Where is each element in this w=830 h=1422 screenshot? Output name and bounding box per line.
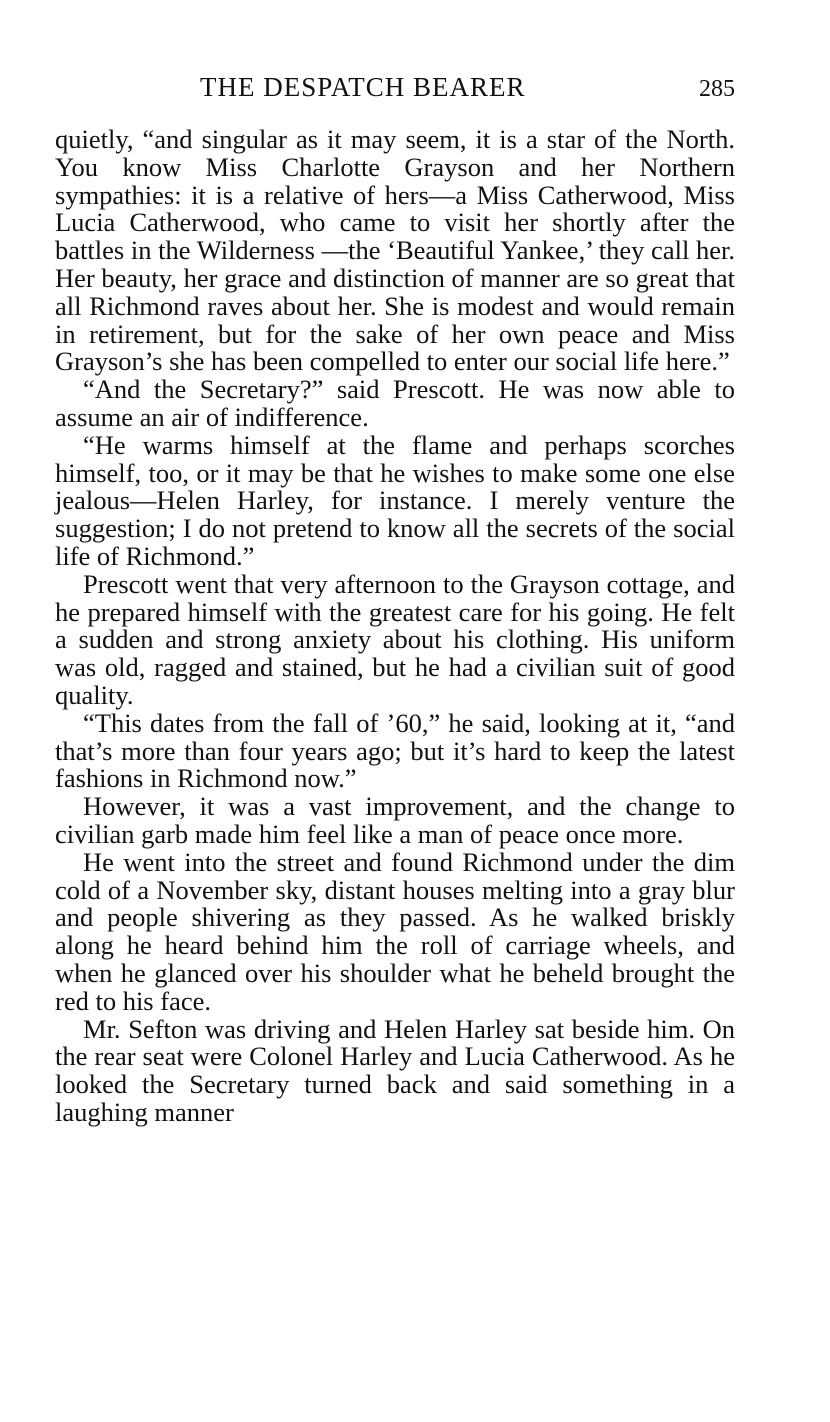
paragraph-5: “This dates from the fall of ’60,” he said, looking at it, “and that’s more than four years ago; but it’s hard to keep the latest fashions in Richmond now.” (55, 707, 735, 794)
paragraph-2: “And the Secretary?” said Prescott. He was now able to assume an air of indifference. (55, 374, 735, 432)
running-title: THE DESPATCH BEARER (200, 72, 526, 102)
page-number: 285 (699, 76, 735, 102)
paragraph-3: “He warms himself at the flame and perhaps scorches himself, too, or it may be that he wishes to make some one else jealous—Helen Harley, for instance. I merely venture the suggestion; I do not pretend to know all the secrets of the social life of Richmond.” (55, 429, 735, 571)
body-text (55, 126, 735, 1127)
paragraph-7: He went into the street and found Richmond under the dim cold of a November sky, distant houses melting into a gray blur and people shivering as they passed. As he walked briskly along he heard behind him the roll of carriage wheels, and when he glanced over his shoulder what he beheld brought the red to his face. (55, 846, 735, 1016)
paragraph-1: quietly, “and singular as it may seem, it is a star of the North. You know Miss Charlotte Grayson and her Northern sympathies: it is a relative of hers—a Miss Catherwood, Miss Lucia Catherwood, who came to visit her shortly after the battles in the Wilderness —the ‘Beautiful Yankee,’ they call her. Her beauty, her grace and distinction of manner are so great that all Richmond raves about her. She is modest and would remain in retirement, but for the sake of her own peace and Miss Grayson’s she has been compelled to enter our social life here.” (55, 124, 735, 377)
paragraph-6: However, it was a vast improvement, and the change to civilian garb made him feel like a man of peace once more. (55, 791, 735, 849)
paragraph-4: Prescott went that very afternoon to the Grayson cottage, and he prepared himself with the greatest care for his going. He felt a sudden and strong anxiety about his clothing. His uniform was old, ragged and stained, but he had a civilian suit of good quality. (55, 568, 735, 710)
book-page (55, 70, 735, 1127)
paragraph-8: Mr. Sefton was driving and Helen Harley sat beside him. On the rear seat were Colonel Harley and Lucia Catherwood. As he looked the Secretary turned back and said something in a laughing manner (55, 1013, 735, 1127)
running-head (55, 70, 735, 110)
